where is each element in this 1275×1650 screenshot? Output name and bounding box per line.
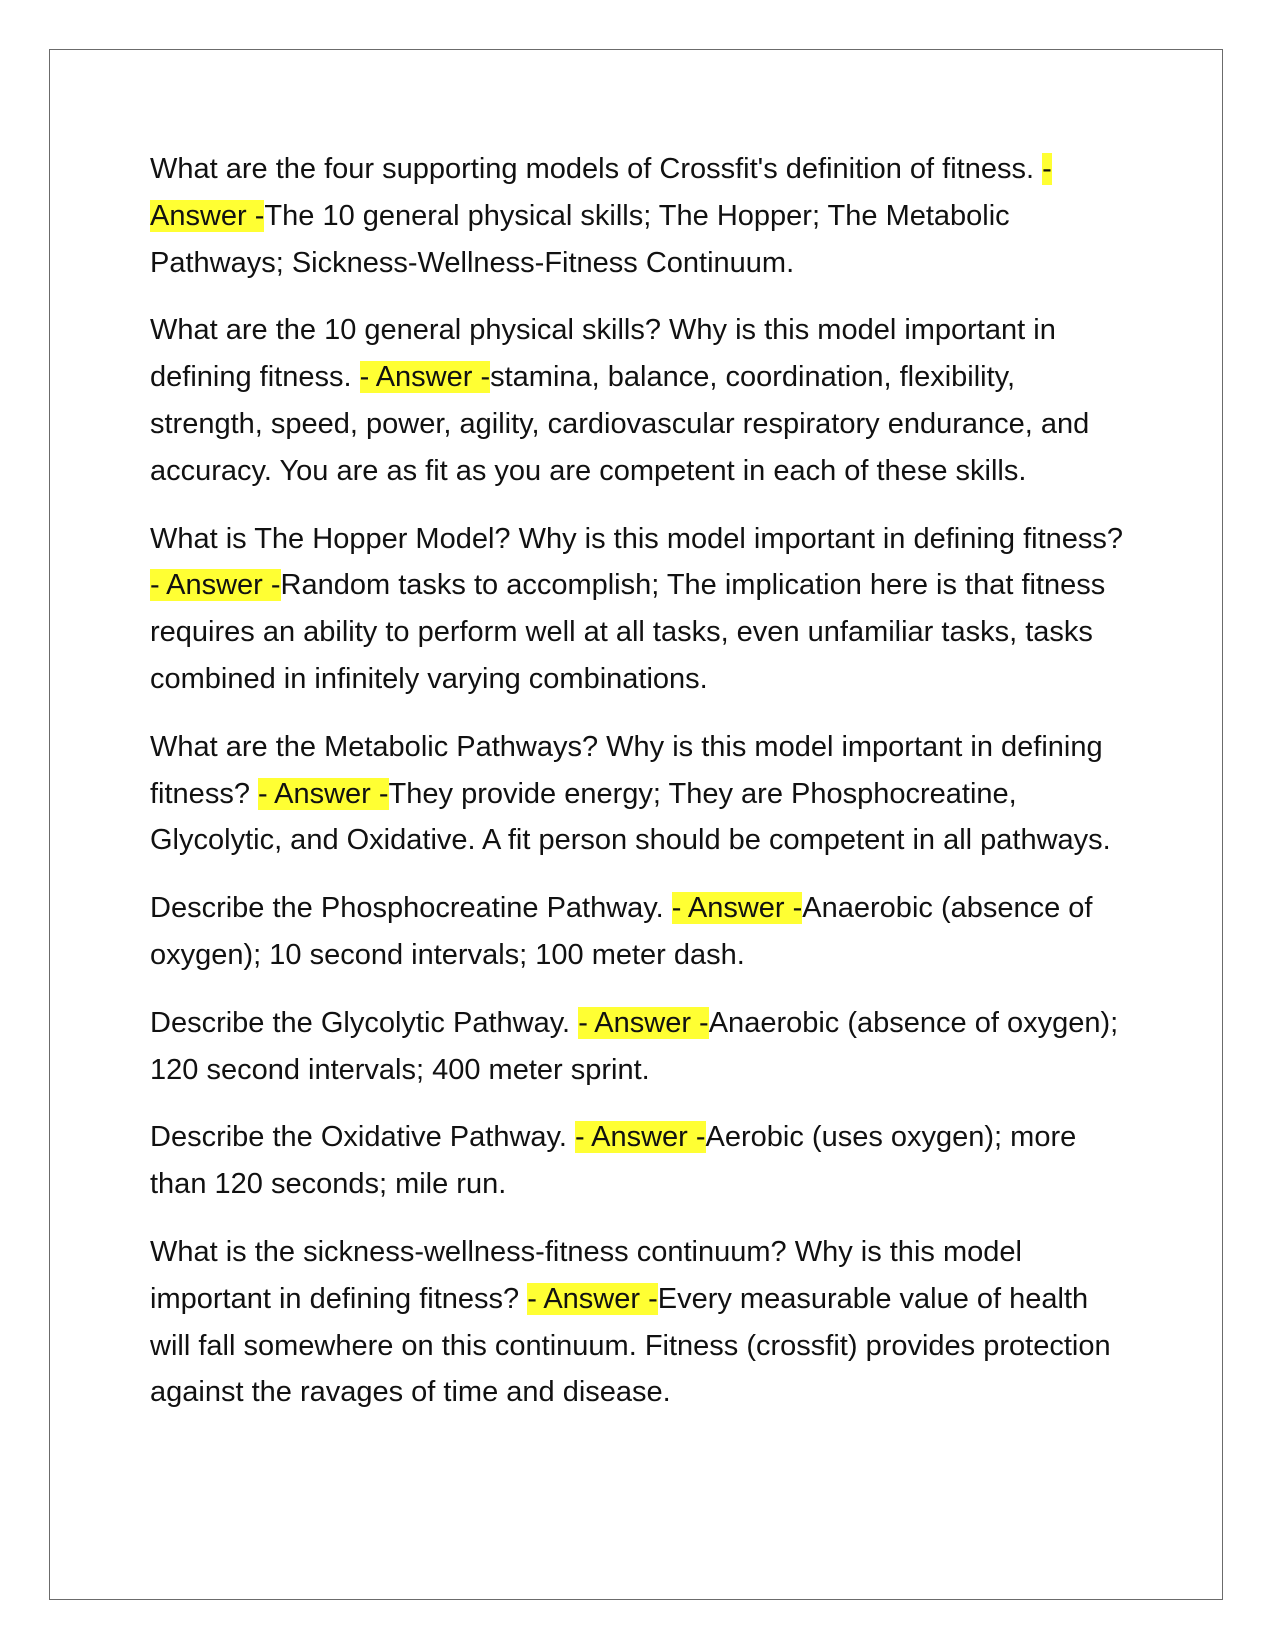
- question-text: What are the 10 general physical skills? Why is this model important in defining fitness.: [150, 314, 1056, 394]
- answer-text: The 10 general physical skills; The Hopper; The Metabolic Pathways; Sickness-Wellness-Fitness Continuum.: [150, 199, 1010, 279]
- qa-item: [150, 1114, 1125, 1208]
- question-text: What is The Hopper Model? Why is this model important in defining fitness?: [150, 522, 1124, 555]
- qa-item: [150, 724, 1125, 864]
- answer-marker-highlight: - Answer -: [578, 1006, 709, 1039]
- qa-item: [150, 307, 1125, 494]
- answer-text: Random tasks to accomplish; The implication here is that fitness requires an ability to perform well at all tasks, even unfamiliar tasks, tasks combined in infinitely varying combinations.: [150, 569, 1106, 695]
- question-text: Describe the Phosphocreatine Pathway.: [150, 892, 664, 925]
- answer-text: Anaerobic (absence of oxygen); 120 second intervals; 400 meter sprint.: [150, 1006, 1119, 1086]
- question-text: Describe the Glycolytic Pathway.: [150, 1006, 571, 1039]
- qa-item: [150, 1000, 1125, 1094]
- answer-text: Anaerobic (absence of oxygen); 10 second intervals; 100 meter dash.: [150, 892, 1093, 971]
- answer-marker-highlight: - Answer -: [258, 777, 389, 810]
- qa-item: [150, 885, 1125, 979]
- qa-item: [150, 516, 1125, 703]
- answer-marker-highlight: - Answer -: [150, 153, 1052, 232]
- answer-text: They provide energy; They are Phosphocreatine, Glycolytic, and Oxidative. A fit person should be competent in all pathways.: [150, 777, 1111, 857]
- document-body: [150, 146, 1125, 1437]
- answer-text: stamina, balance, coordination, flexibility, strength, speed, power, agility, cardiovascular respiratory endurance, and accuracy. You are as fit as you are competent in each of these skills.: [150, 361, 1090, 487]
- answer-marker-highlight: - Answer -: [527, 1282, 658, 1315]
- answer-text: Every measurable value of health will fall somewhere on this continuum. Fitness (crossfit) provides protection against the ravages of time and disease.: [150, 1282, 1111, 1409]
- answer-marker-highlight: - Answer -: [150, 569, 281, 602]
- qa-item: [150, 146, 1125, 286]
- answer-marker-highlight: - Answer -: [575, 1121, 706, 1154]
- answer-text: Aerobic (uses oxygen); more than 120 seconds; mile run.: [150, 1121, 1077, 1201]
- answer-marker-highlight: - Answer -: [359, 361, 491, 394]
- question-text: Describe the Oxidative Pathway.: [150, 1121, 567, 1154]
- answer-marker-highlight: - Answer -: [671, 892, 803, 925]
- question-text: What is the sickness-wellness-fitness continuum? Why is this model important in defining fitness?: [150, 1235, 1022, 1315]
- question-text: What are the four supporting models of Crossfit's definition of fitness.: [150, 153, 1035, 185]
- qa-item: [150, 1229, 1125, 1416]
- question-text: What are the Metabolic Pathways? Why is this model important in defining fitness?: [150, 730, 1103, 810]
